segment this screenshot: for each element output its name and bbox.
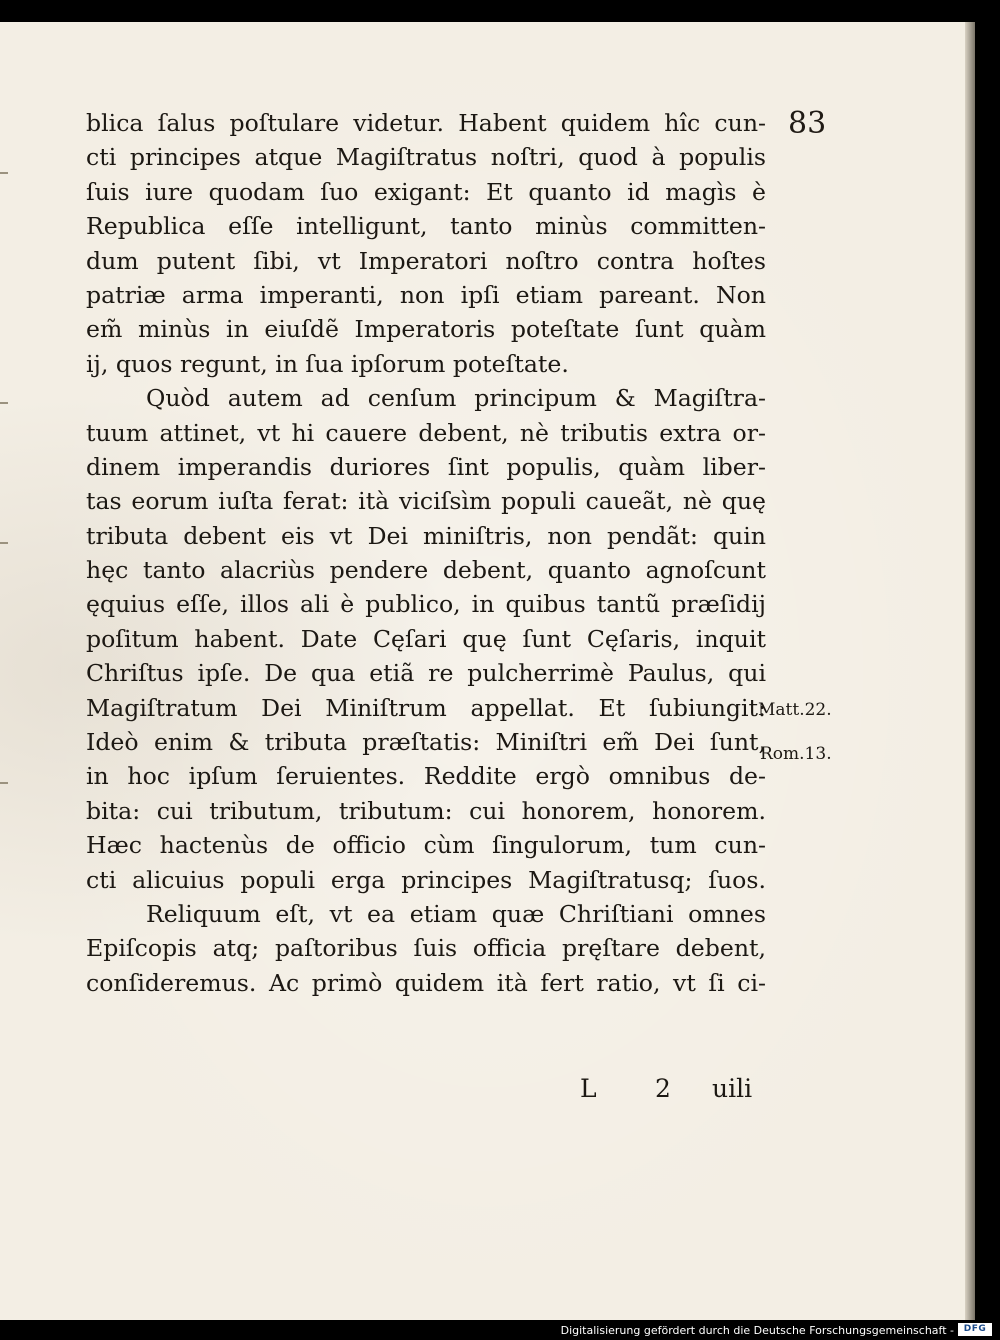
- text-line: cti principes atque Magiſtratus noſtri, quod à populis: [86, 143, 766, 172]
- margin-note-matthew: Matt.22.: [758, 700, 832, 720]
- text-line: blica ſalus poſtulare videtur. Habent quidem hîc cun-: [86, 109, 766, 137]
- text-line: in hoc ipſum ſeruientes. Reddite ergò omnibus de-: [86, 762, 766, 791]
- text-line: tas eorum iuſta ferat: ità viciſsìm populi caueãt, nè quę: [86, 487, 766, 516]
- body-text: [86, 106, 766, 1000]
- text-line: hęc tanto alacriùs pendere debent, quanto agnoſcunt: [86, 556, 766, 585]
- text-line: Quòd autem ad cenſum principum & Magiſtra-: [146, 384, 766, 413]
- funding-credit: Digitalisierung gefördert durch die Deutsche Forschungsgemeinschaft -: [560, 1324, 954, 1337]
- page-number: 83: [788, 106, 827, 141]
- page-edge-shadow: [965, 22, 975, 1320]
- text-line: dinem imperandis duriores ſint populis, quàm liber-: [86, 452, 766, 481]
- text-line: em̃ minùs in eiuſdẽ Imperatoris poteſtate ſunt quàm: [86, 315, 766, 344]
- text-line: tuum attinet, vt hi cauere debent, nè tributis extra or-: [86, 418, 766, 447]
- catchword: uili: [712, 1074, 753, 1103]
- text-line: conſideremus. Ac primò quidem ità fert ratio, vt ſi ci-: [86, 968, 766, 997]
- margin-note-romans: Rom.13.: [760, 744, 832, 764]
- text-line: ęquius eſſe, illos ali è publico, in quibus tantũ præſidij: [86, 590, 766, 619]
- text-line: Republica eſſe intelligunt, tanto minùs committen-: [86, 212, 766, 241]
- text-line: bita: cui tributum, tributum: cui honorem, honorem.: [86, 796, 766, 825]
- text-line: poſitum habent. Date Cęſari quę ſunt Cęſaris, inquit: [86, 624, 766, 653]
- dfg-logo[interactable]: DFG: [958, 1323, 992, 1336]
- gutter-marks: [0, 22, 12, 1320]
- book-page: [0, 22, 975, 1320]
- signature-mark: L: [580, 1074, 597, 1103]
- signature-number: 2: [655, 1074, 671, 1103]
- text-line: Magiſtratum Dei Miniſtrum appellat. Et ſubiungit:: [86, 693, 766, 722]
- text-line: patriæ arma imperanti, non ipſi etiam pareant. Non: [86, 280, 766, 309]
- text-line: dum putent ſibi, vt Imperatori noſtro contra hoſtes: [86, 246, 766, 275]
- text-line: ſuis iure quodam ſuo exigant: Et quanto id magìs è: [86, 177, 766, 206]
- text-line: Chriſtus ipſe. De qua etiã re pulcherrimè Paulus, qui: [86, 659, 766, 688]
- text-line: Ideò enim & tributa præſtatis: Miniſtri em̃ Dei ſunt,: [86, 728, 766, 757]
- text-line: Reliquum eſt, vt ea etiam quæ Chriſtiani omnes: [146, 899, 766, 928]
- text-line: tributa debent eis vt Dei miniſtris, non pendãt: quin: [86, 521, 766, 550]
- text-line: Hæc hactenùs de officio cùm ſingulorum, tum cun-: [86, 831, 766, 860]
- text-line: ij, quos regunt, in ſua ipſorum poteſtate.: [86, 349, 569, 378]
- text-line: cti alicuius populi erga principes Magiſtratusq; ſuos.: [86, 865, 766, 894]
- text-line: Epiſcopis atq; paſtoribus ſuis officia pręſtare debent,: [86, 934, 766, 963]
